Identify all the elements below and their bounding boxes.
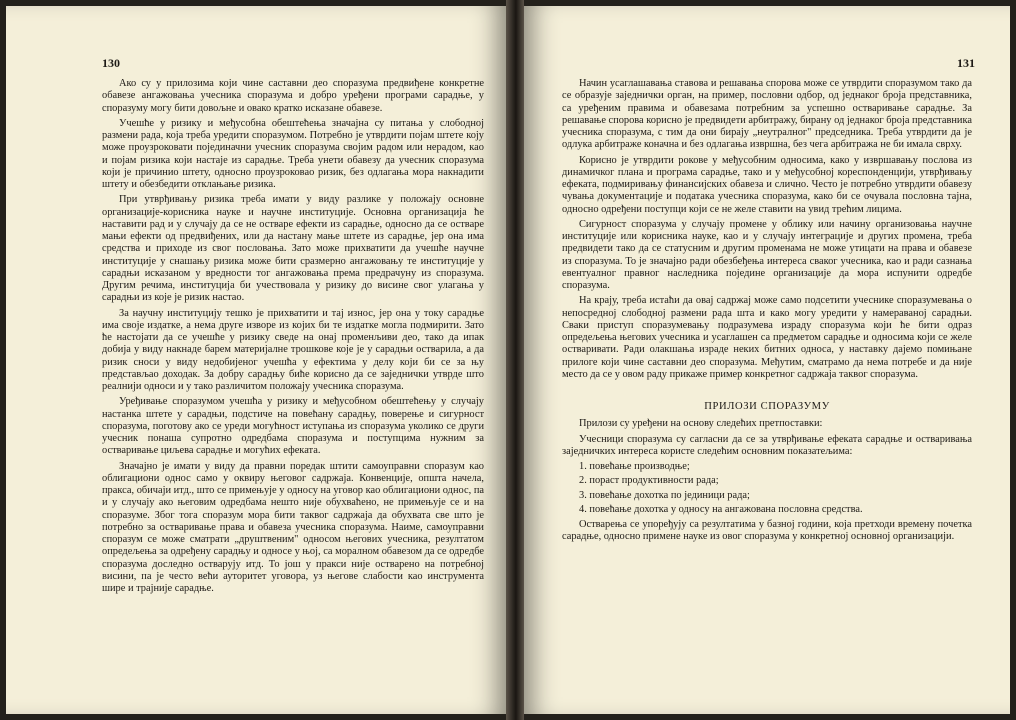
paragraph: За научну институцију тешко је прихватити и тај износ, јер она у току сарадње има своје издатке, а немa друге изворе из којих би те издатке могла подмирити. Зато ће настојати да се учешће у ризику сведе на онај променљиви део, тако да ипак добија у виду накнаде барем материјалне трошкове које је у сарадњи остварила, а да ризик сноси у виду недобијеног учешћа у ефектима у делу који би се за њу представљао доходак. За добру сарадњу биће корисно да се заједнички утврде што реалнији односи и у тако различитом положају учесника споразума. — [102, 307, 484, 392]
paragraph: Уређивање споразумом учешћа у ризику и међусобном обештећењу у случају настанка штете у сарадњи, подстиче на повећану сарадњу, поверење и сигурност споразума, поготову ако се уреди могућност иступања из споразума уколико се други учесник понаша супротно одредбама споразума и поступцима нужним за остваривање циљева сарадње и могућих ефеката. — [102, 396, 484, 457]
paragraph: Значајно је имати у виду да правни поредак штити самоуправни споразум као облигациони однос само у оквиру његовог садржаја. Конвенције, општа начела, пракса, обичаји итд., што се примењује у односу на уговор као облигациони однос, па и у случају ако његовим одредбама нешто није обухваћено, не примењује се и на споразуме. Због тога споразум мора бити таквог садржаја да обухвата све што је потребно за остваривање права и обавеза учесника споразума. Наиме, самоуправни споразум се може сматрати „друштвеним" односом његових учесника, резултатом опредељења за одређену сарадњу и односе у њој, са моралном обавезом да се одредбе споразума доследно остварују итд. То још у пракси није остварено на потребној висини, па је често већи ауторитет уговора, уз његове слабости као инструмента шире и трајније сарадње. — [102, 460, 484, 594]
indicator-list — [562, 461, 972, 516]
list-item: 3. повећање дохотка по јединици рада; — [579, 489, 750, 501]
paragraph: Сигурност споразума у случају промене у облику или начину организовања научне институције или корисника науке, као и у случају интеграције и других промена, треба предвидети тако да се статусним и другим променама не може утицати на права и обавезе из споразума. То је значајно ради обезбеђења интереса сваког учесника, као и ради сазнања евентуалног правног наследника појединe организације да мора испунити одредбе споразума. — [562, 218, 972, 291]
paragraph: При утврђивању ризика треба имати у виду разлике у положају основне организације-корисника науке и научне институције. Основна организација ће наставити рад и у случају да се не остваре ефекти из сарадње, односно да се остваре мањи ефекти од предвиђених, или да настану мање штете из сарадње, јер она има средства и приходе из свог пословања. Зато може прихватити да учешће научне институције у снашању ризика може бити сразмерно ангажовању те институције у сарадњи исказаном у вредности тог ангажовања према предрачуну из споразума. Другим речима, институција би учествовала у ризику до висине свог улагања у сарадњи из које је ризик настао. — [102, 194, 484, 304]
paragraph: Остварења се упоређују са резултатима у базној години, која претходи времену почетка сарадње, односно примене науке из овог споразума у конкретној основној организацији. — [562, 519, 972, 543]
list-item: 2. пораст продуктивности рада; — [579, 475, 719, 487]
page-number: 130 — [102, 56, 120, 70]
list-item: 1. повећање производње; — [579, 461, 690, 472]
page-number: 131 — [957, 56, 975, 70]
paragraph: Прилози су уређени на основу следећих претпоставки: — [579, 418, 823, 430]
paragraph: Начин усаглашавања ставова и решавања спорова може се утврдити споразумом тако да се образује заједнички орган, на пример, пословни одбор, од једнаког броја представника, са уређеним правима и обавезама потребним за успешно остваривање сарадње. За решавање спорова корисно је предвидети арбитражу, бирану од једнаког броја представника учесника споразума, с тим да они бирају „неутралног" председника. Треба утврдити да је одлука арбитраже коначна и без одлагања извршна, без чега арбитража не би имала сврху. — [562, 78, 972, 151]
paragraph: Учешће у ризику и међусобна обештећења значајна су питања у слободној размени рада, која треба уредити споразумом. Потребно је утврдити појам штете коју може проузроковати појединачни учесник споразума својим радом или нерадом, као и појам ризика који настаје из сарадње. Треба унети обавезу да учесник споразума који је причинио штету, односно проузроковао ризик, без одлагања мора накнадити штету и обезбедити отклањање ризика. — [102, 117, 484, 190]
right-page — [524, 6, 1010, 714]
book-gutter — [506, 0, 524, 720]
list-item: 4. повећање дохотка у односу на ангажована пословна средства. — [579, 503, 863, 515]
left-page — [6, 6, 506, 714]
right-page-body — [562, 78, 972, 547]
section-heading: ПРИЛОЗИ СПОРАЗУМУ — [704, 401, 830, 412]
paragraph: На крају, треба истаћи да овај садржај може само подсетити учеснике споразумевања о непосредној слободној размени рада шта и како могу уредити у намераваној сарадњи. Сваки приступ споразумевању подразумева израду споразума који ће бити одраз опредељења његових учесника и усаглашен са предметом сарадње и односима који се желе остваривати. Ради олакшања израде неких битних односа, у наставку дајемо помињане прилоге који чине саставни део споразума. Међутим, сматрамо да нема потребе и да није место да се у овом раду прикаже пример конкретног садржаја таквог споразума. — [562, 295, 972, 380]
paragraph: Корисно је утврдити рокове у међусобним односима, како у извршавању послова из динамичког плана и програма сарадње, тако и у међусобној кореспонденцији, утврђивању ефеката, подмиривању финансијских обавеза и слично. Често је потребно утврдити обавезу чувања документације и података учесника споразума, како би се очувала пословна тајна, односно одређени поступци који се не желе ставити на увид трећим лицима. — [562, 154, 972, 215]
paragraph: Ако су у прилозима који чине саставни део споразума предвиђене конкретне обавезе ангажовања учесника споразума и добро уређени програми сарадње, у споразуму могу бити довољне и овако кратко исказане обавезе. — [102, 78, 484, 114]
paragraph: Учесници споразума су сагласни да се за утврђивање ефеката сарадње и остваривања заједничких интереса користе следећим основним показатељима: — [562, 433, 972, 457]
left-page-body — [102, 78, 484, 598]
